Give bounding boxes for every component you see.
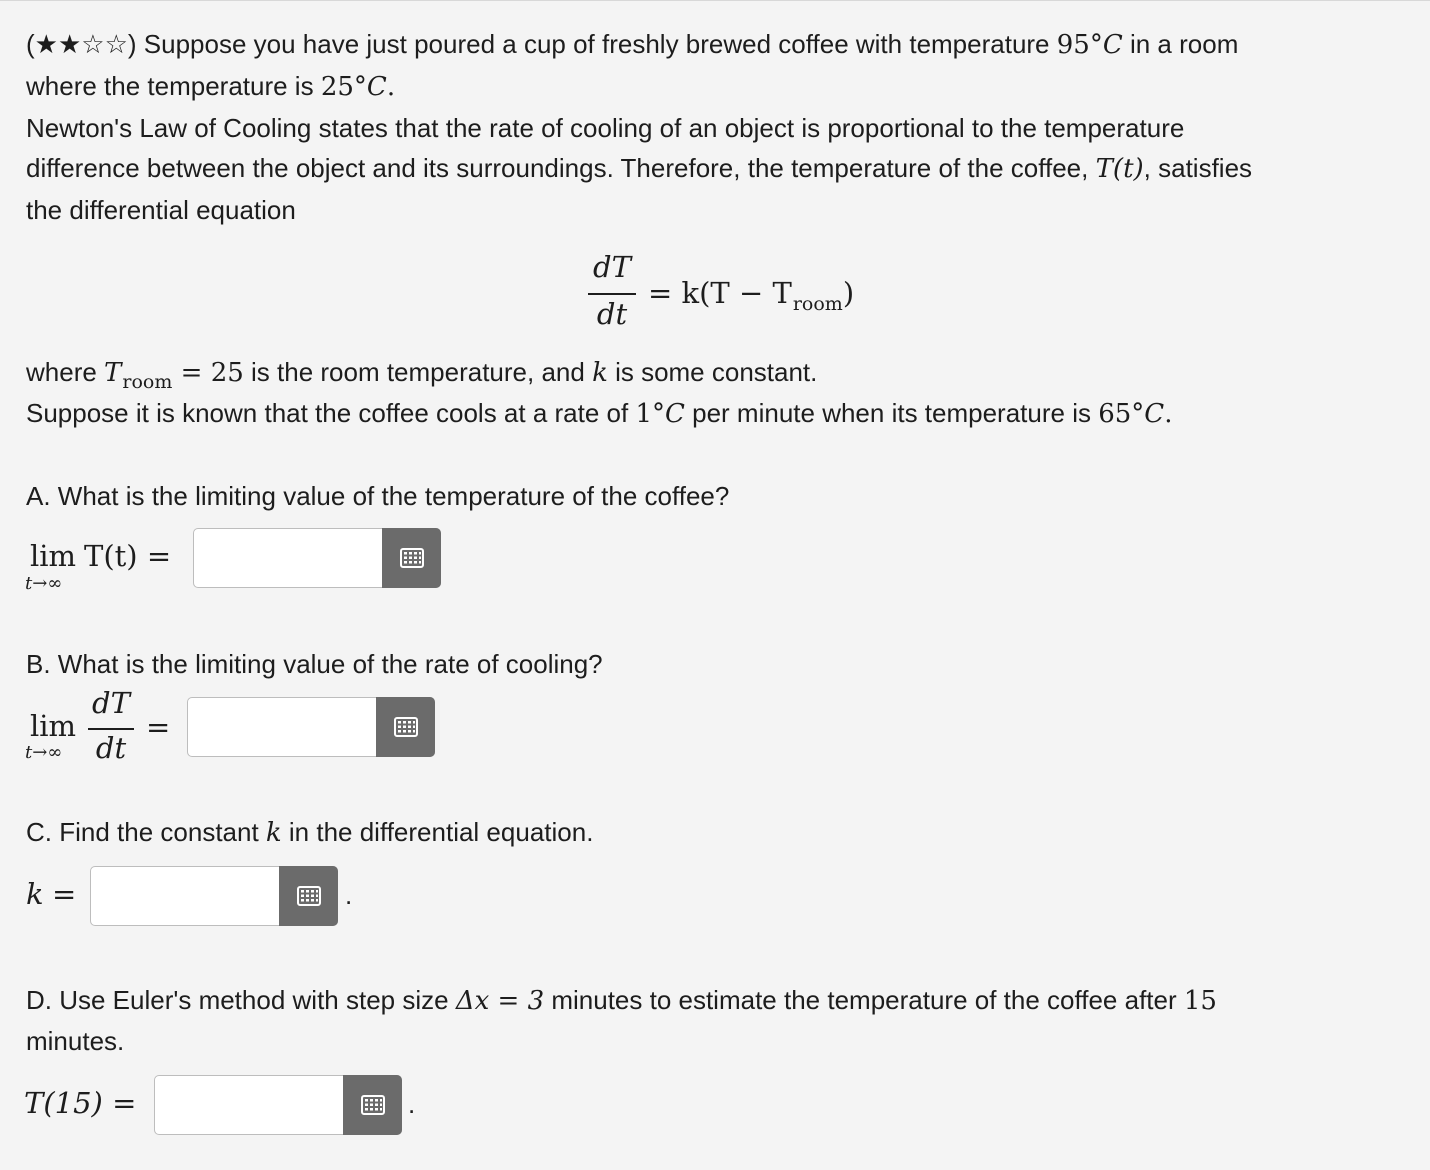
part-c-k-label: k (26, 877, 44, 911)
statement-line-1: (★★☆☆) Suppose you have just poured a cup of freshly brewed coffee with temperature 95°C in a room (26, 29, 1239, 60)
statement-line-5: the differential equation (26, 195, 296, 226)
eq-numerator: dT (593, 250, 631, 284)
part-d-palette-button[interactable] (343, 1075, 402, 1135)
grid-palette-icon (394, 717, 418, 737)
difficulty-stars: (★★☆☆) (26, 29, 137, 59)
where-line: where $T_{room} = 25$ is the room temperature, and k is some constant. (26, 357, 818, 393)
eq-rhs: = k(T − T (648, 276, 792, 310)
part-d-question: D. Use Euler's method with step size Δx = 3 minutes to estimate the temperature of the coffee after 15 (26, 985, 1217, 1016)
suppose-line: Suppose it is known that the coffee cools at a rate of 1°C per minute when its temperature is 65°C. (26, 398, 1173, 429)
part-a-expr: T(t) = (84, 539, 172, 573)
part-b-lim: lim (30, 709, 77, 743)
part-b-answer-input[interactable] (188, 698, 376, 756)
problem-statement (26, 24, 1406, 231)
part-b-question: B. What is the limiting value of the rate of cooling? (26, 649, 603, 679)
grid-palette-icon (297, 886, 321, 906)
part-b-denominator: dt (95, 731, 127, 765)
part-b-palette-button[interactable] (376, 697, 435, 757)
statement-line-3: Newton's Law of Cooling states that the rate of cooling of an object is proportional to the temperature (26, 112, 1185, 143)
statement-line-2: where the temperature is 25°C. (26, 70, 396, 102)
part-b-numerator: dT (92, 686, 130, 720)
part-a-answer-field[interactable] (193, 528, 441, 588)
part-d-label: T(15) = (24, 1086, 137, 1120)
part-d-question-cont: minutes. (26, 1026, 125, 1056)
part-c-answer-field[interactable] (90, 866, 338, 926)
eq-denominator: dt (596, 297, 628, 331)
part-a-lim-sub: t→∞ (25, 573, 63, 594)
part-d-answer-field[interactable] (154, 1075, 402, 1135)
part-a-palette-button[interactable] (382, 528, 441, 588)
part-a-question: A. What is the limiting value of the temperature of the coffee? (26, 481, 730, 511)
part-c-question: C. Find the constant k in the differential equation. (26, 817, 594, 848)
grid-palette-icon (361, 1095, 385, 1115)
part-c-trailing-period: . (345, 880, 353, 910)
top-border (0, 0, 1430, 1)
part-c-equals: = (52, 877, 77, 911)
part-b-equals: = (146, 710, 171, 744)
part-b-lim-sub: t→∞ (25, 742, 63, 763)
part-d-trailing-period: . (408, 1089, 416, 1119)
part-a-lim: lim (30, 539, 77, 573)
part-b-fraction-bar (88, 728, 134, 730)
statement-line-4: difference between the object and its surroundings. Therefore, the temperature of the coffee, T(t), satisfies (26, 153, 1253, 185)
part-c-palette-button[interactable] (279, 866, 338, 926)
part-b-answer-field[interactable] (187, 697, 435, 757)
eq-fraction-bar (588, 293, 636, 295)
part-d-answer-input[interactable] (155, 1076, 343, 1134)
grid-palette-icon (400, 548, 424, 568)
part-a-answer-input[interactable] (194, 529, 382, 587)
part-c-answer-input[interactable] (91, 867, 279, 925)
